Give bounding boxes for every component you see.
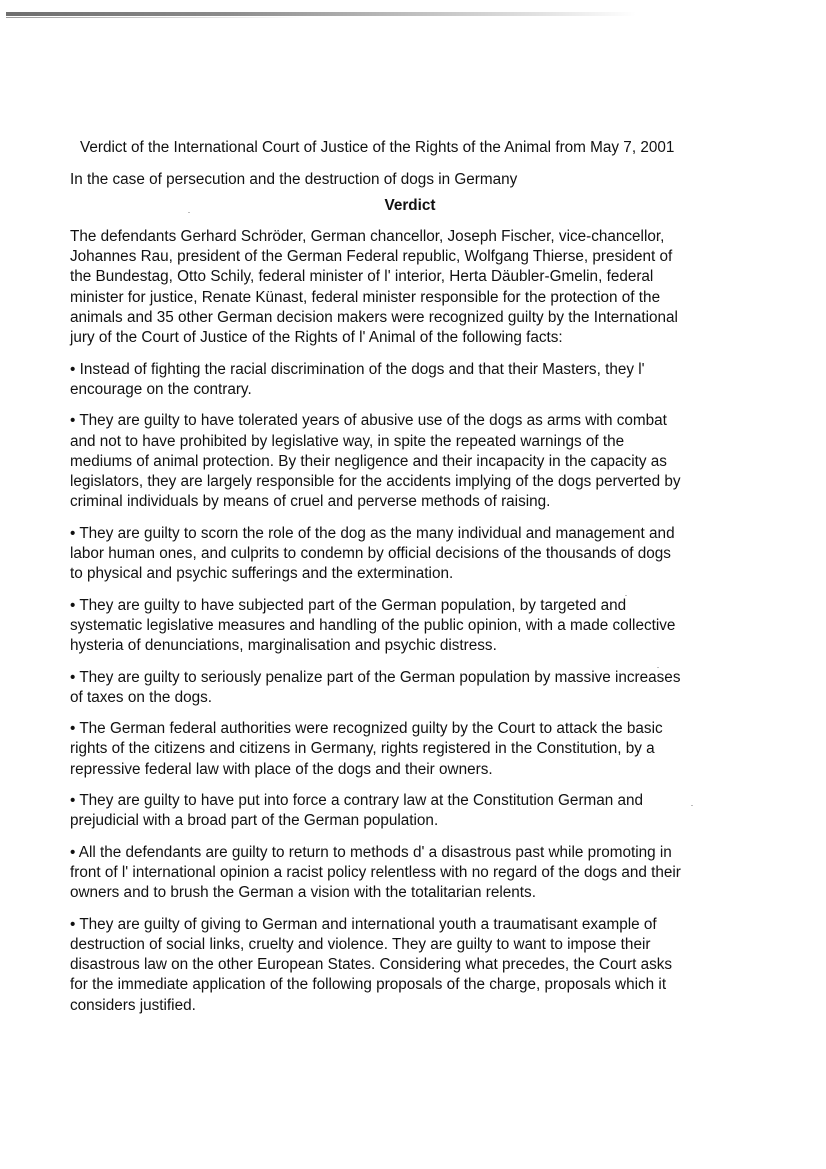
- text-line: • The German federal authorities were recognized guilty by the Court to attack the basic: [70, 720, 663, 738]
- document-page: [70, 138, 750, 1027]
- scan-edge-mark: [6, 12, 636, 16]
- text-line: • They are guilty to seriously penalize part of the German population by massive increases: [70, 668, 681, 686]
- intro-paragraph: [70, 227, 750, 349]
- text-line: of taxes on the dogs.: [70, 688, 213, 706]
- text-line: considers justified.: [70, 996, 196, 1014]
- text-line: disastrous law on the other European States. Considering what precedes, the Court asks: [70, 956, 673, 974]
- scan-edge-mark-thin: [6, 17, 306, 18]
- text-line: front of l' international opinion a racist policy relentless with no regard of the dogs and their: [70, 863, 681, 881]
- scan-speck: [188, 212, 190, 213]
- text-line: jury of the Court of Justice of the Rights of l' Animal of the following facts:: [70, 329, 563, 347]
- verdict-heading: Verdict: [384, 196, 436, 214]
- text-line: the Bundestag, Otto Schily, federal minister of l' interior, Herta Däubler-Gmelin, federal: [70, 268, 654, 286]
- text-line: encourage on the contrary.: [70, 380, 252, 398]
- text-line: hysteria of denunciations, marginalisation and psychic distress.: [70, 637, 497, 655]
- text-line: owners and to brush the German a vision with the totalitarian relents.: [70, 884, 536, 902]
- text-line: for the immediate application of the following proposals of the charge, proposals which it: [70, 976, 667, 994]
- text-line: criminal individuals by means of cruel and perverse methods of raising.: [70, 493, 551, 511]
- bullet-point-6: [70, 719, 750, 780]
- text-line: and not to have prohibited by legislative way, in spite the repeated warnings of the: [70, 432, 625, 450]
- text-line: rights of the citizens and citizens in Germany, rights registered in the Constitution, by a: [70, 740, 655, 758]
- scan-speck: [691, 805, 693, 806]
- text-line: • They are guilty to scorn the role of the dog as the many individual and management and: [70, 524, 675, 542]
- document-title: Verdict of the International Court of Justice of the Rights of the Animal from May 7, 2001: [80, 139, 675, 156]
- bullet-point-5: [70, 668, 750, 709]
- text-line: Johannes Rau, president of the German Federal republic, Wolfgang Thierse, president of: [70, 248, 673, 266]
- scan-speck: [625, 595, 627, 596]
- text-line: animals and 35 other German decision makers were recognized guilty by the International: [70, 309, 678, 327]
- document-subtitle: In the case of persecution and the destruction of dogs in Germany: [70, 171, 518, 189]
- text-line: destruction of social links, cruelty and violence. They are guilty to want to impose their: [70, 935, 651, 953]
- bullet-point-3: [70, 524, 750, 585]
- text-line: • They are guilty to have put into force a contrary law at the Constitution German and: [70, 792, 644, 810]
- bullet-point-2: [70, 411, 750, 512]
- text-line: minister for justice, Renate Künast, federal minister responsible for the protection of the: [70, 288, 661, 306]
- bullet-point-9: [70, 915, 750, 1016]
- bullet-point-8: [70, 843, 750, 904]
- text-line: prejudicial with a broad part of the German population.: [70, 812, 439, 830]
- text-line: legislators, they are largely responsible for the accidents implying of the dogs perverted by: [70, 473, 681, 491]
- scan-speck: [657, 667, 659, 668]
- text-line: • They are guilty to have subjected part of the German population, by targeted and: [70, 596, 627, 614]
- bullet-point-1: [70, 360, 750, 401]
- text-line: systematic legislative measures and handling of the public opinion, with a made collective: [70, 616, 676, 634]
- text-line: mediums of animal protection. By their negligence and their incapacity in the capacity as: [70, 452, 667, 470]
- text-line: The defendants Gerhard Schröder, German chancellor, Joseph Fischer, vice-chancellor,: [70, 227, 665, 245]
- text-line: • All the defendants are guilty to return to methods d' a disastrous past while promoting in: [70, 843, 672, 861]
- text-line: repressive federal law with place of the dogs and their owners.: [70, 760, 493, 778]
- text-line: labor human ones, and culprits to condemn by official decisions of the thousands of dogs: [70, 545, 671, 563]
- bullet-point-7: [70, 791, 750, 832]
- bullet-point-4: [70, 596, 750, 657]
- text-line: • They are guilty of giving to German and international youth a traumatisant example of: [70, 915, 657, 933]
- text-line: • Instead of fighting the racial discrimination of the dogs and that their Masters, they l': [70, 360, 645, 378]
- text-line: • They are guilty to have tolerated years of abusive use of the dogs as arms with combat: [70, 412, 667, 430]
- text-line: to physical and psychic sufferings and the extermination.: [70, 565, 454, 583]
